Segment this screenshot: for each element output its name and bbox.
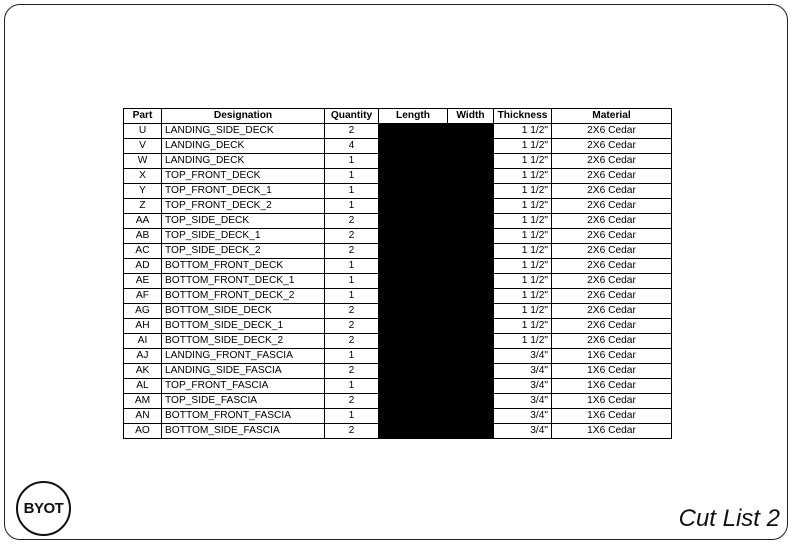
- header-thickness: Thickness: [494, 109, 552, 124]
- header-material: Material: [552, 109, 672, 124]
- part-cell: AD: [124, 259, 162, 274]
- quantity-cell: 2: [325, 364, 379, 379]
- material-cell: 2X6 Cedar: [552, 169, 672, 184]
- material-cell: 2X6 Cedar: [552, 244, 672, 259]
- table-row: [124, 274, 672, 289]
- thickness-cell: 3/4": [494, 349, 552, 364]
- material-cell: 2X6 Cedar: [552, 334, 672, 349]
- thickness-cell: 3/4": [494, 424, 552, 439]
- table-row: [124, 154, 672, 169]
- material-cell: 2X6 Cedar: [552, 124, 672, 139]
- material-cell: 2X6 Cedar: [552, 304, 672, 319]
- part-cell: AH: [124, 319, 162, 334]
- part-cell: AJ: [124, 349, 162, 364]
- width-cell-redacted: [448, 229, 494, 244]
- byot-logo: [16, 481, 71, 536]
- thickness-cell: 1 1/2": [494, 169, 552, 184]
- cut-list-table: [123, 108, 672, 439]
- quantity-cell: 2: [325, 424, 379, 439]
- length-cell-redacted: [379, 139, 448, 154]
- designation-cell: TOP_SIDE_DECK_1: [162, 229, 325, 244]
- part-cell: Z: [124, 199, 162, 214]
- length-cell-redacted: [379, 424, 448, 439]
- material-cell: 2X6 Cedar: [552, 229, 672, 244]
- quantity-cell: 1: [325, 259, 379, 274]
- length-cell-redacted: [379, 199, 448, 214]
- part-cell: Y: [124, 184, 162, 199]
- material-cell: 1X6 Cedar: [552, 409, 672, 424]
- length-cell-redacted: [379, 334, 448, 349]
- length-cell-redacted: [379, 184, 448, 199]
- quantity-cell: 2: [325, 124, 379, 139]
- width-cell-redacted: [448, 184, 494, 199]
- table-row: [124, 229, 672, 244]
- width-cell-redacted: [448, 244, 494, 259]
- part-cell: AE: [124, 274, 162, 289]
- thickness-cell: 1 1/2": [494, 139, 552, 154]
- part-cell: V: [124, 139, 162, 154]
- designation-cell: BOTTOM_FRONT_DECK_1: [162, 274, 325, 289]
- page-title: Cut List 2: [678, 505, 780, 532]
- part-cell: AC: [124, 244, 162, 259]
- designation-cell: TOP_SIDE_DECK: [162, 214, 325, 229]
- width-cell-redacted: [448, 364, 494, 379]
- table-row: [124, 409, 672, 424]
- width-cell-redacted: [448, 214, 494, 229]
- table-row: [124, 139, 672, 154]
- material-cell: 1X6 Cedar: [552, 424, 672, 439]
- header-width: Width: [448, 109, 494, 124]
- part-cell: AA: [124, 214, 162, 229]
- table-row: [124, 289, 672, 304]
- width-cell-redacted: [448, 349, 494, 364]
- part-cell: AL: [124, 379, 162, 394]
- thickness-cell: 1 1/2": [494, 199, 552, 214]
- table-row: [124, 379, 672, 394]
- quantity-cell: 1: [325, 379, 379, 394]
- length-cell-redacted: [379, 364, 448, 379]
- material-cell: 2X6 Cedar: [552, 214, 672, 229]
- width-cell-redacted: [448, 424, 494, 439]
- quantity-cell: 2: [325, 334, 379, 349]
- thickness-cell: 3/4": [494, 364, 552, 379]
- designation-cell: BOTTOM_SIDE_FASCIA: [162, 424, 325, 439]
- designation-cell: BOTTOM_SIDE_DECK_1: [162, 319, 325, 334]
- width-cell-redacted: [448, 199, 494, 214]
- thickness-cell: 1 1/2": [494, 214, 552, 229]
- part-cell: AG: [124, 304, 162, 319]
- width-cell-redacted: [448, 274, 494, 289]
- designation-cell: TOP_FRONT_FASCIA: [162, 379, 325, 394]
- thickness-cell: 3/4": [494, 394, 552, 409]
- header-part: Part: [124, 109, 162, 124]
- quantity-cell: 1: [325, 409, 379, 424]
- length-cell-redacted: [379, 379, 448, 394]
- table-row: [124, 259, 672, 274]
- designation-cell: TOP_FRONT_DECK_2: [162, 199, 325, 214]
- table-row: [124, 184, 672, 199]
- material-cell: 2X6 Cedar: [552, 289, 672, 304]
- quantity-cell: 1: [325, 274, 379, 289]
- quantity-cell: 2: [325, 229, 379, 244]
- width-cell-redacted: [448, 409, 494, 424]
- part-cell: AB: [124, 229, 162, 244]
- logo-text: BYOT: [23, 500, 64, 517]
- quantity-cell: 1: [325, 289, 379, 304]
- width-cell-redacted: [448, 259, 494, 274]
- quantity-cell: 2: [325, 319, 379, 334]
- table-row: [124, 124, 672, 139]
- designation-cell: LANDING_DECK: [162, 154, 325, 169]
- width-cell-redacted: [448, 124, 494, 139]
- quantity-cell: 1: [325, 199, 379, 214]
- table-row: [124, 394, 672, 409]
- designation-cell: LANDING_FRONT_FASCIA: [162, 349, 325, 364]
- part-cell: AO: [124, 424, 162, 439]
- table-row: [124, 304, 672, 319]
- designation-cell: TOP_SIDE_FASCIA: [162, 394, 325, 409]
- length-cell-redacted: [379, 154, 448, 169]
- width-cell-redacted: [448, 319, 494, 334]
- width-cell-redacted: [448, 379, 494, 394]
- quantity-cell: 1: [325, 349, 379, 364]
- part-cell: AK: [124, 364, 162, 379]
- table-row: [124, 199, 672, 214]
- designation-cell: TOP_FRONT_DECK: [162, 169, 325, 184]
- length-cell-redacted: [379, 349, 448, 364]
- quantity-cell: 1: [325, 184, 379, 199]
- table-row: [124, 244, 672, 259]
- material-cell: 2X6 Cedar: [552, 259, 672, 274]
- thickness-cell: 1 1/2": [494, 229, 552, 244]
- length-cell-redacted: [379, 259, 448, 274]
- width-cell-redacted: [448, 154, 494, 169]
- width-cell-redacted: [448, 139, 494, 154]
- part-cell: AM: [124, 394, 162, 409]
- material-cell: 1X6 Cedar: [552, 379, 672, 394]
- thickness-cell: 1 1/2": [494, 244, 552, 259]
- part-cell: W: [124, 154, 162, 169]
- width-cell-redacted: [448, 394, 494, 409]
- length-cell-redacted: [379, 244, 448, 259]
- designation-cell: LANDING_SIDE_FASCIA: [162, 364, 325, 379]
- quantity-cell: 2: [325, 244, 379, 259]
- thickness-cell: 1 1/2": [494, 259, 552, 274]
- length-cell-redacted: [379, 304, 448, 319]
- thickness-cell: 3/4": [494, 409, 552, 424]
- width-cell-redacted: [448, 169, 494, 184]
- designation-cell: TOP_SIDE_DECK_2: [162, 244, 325, 259]
- table-row: [124, 169, 672, 184]
- length-cell-redacted: [379, 319, 448, 334]
- designation-cell: BOTTOM_FRONT_DECK: [162, 259, 325, 274]
- designation-cell: BOTTOM_FRONT_DECK_2: [162, 289, 325, 304]
- thickness-cell: 1 1/2": [494, 304, 552, 319]
- material-cell: 2X6 Cedar: [552, 154, 672, 169]
- part-cell: X: [124, 169, 162, 184]
- part-cell: AN: [124, 409, 162, 424]
- quantity-cell: 2: [325, 304, 379, 319]
- header-designation: Designation: [162, 109, 325, 124]
- thickness-cell: 1 1/2": [494, 334, 552, 349]
- quantity-cell: 4: [325, 139, 379, 154]
- table-row: [124, 319, 672, 334]
- material-cell: 1X6 Cedar: [552, 364, 672, 379]
- designation-cell: LANDING_SIDE_DECK: [162, 124, 325, 139]
- header-length: Length: [379, 109, 448, 124]
- designation-cell: BOTTOM_FRONT_FASCIA: [162, 409, 325, 424]
- width-cell-redacted: [448, 289, 494, 304]
- quantity-cell: 1: [325, 154, 379, 169]
- table-header-row: [124, 109, 672, 124]
- length-cell-redacted: [379, 169, 448, 184]
- designation-cell: BOTTOM_SIDE_DECK_2: [162, 334, 325, 349]
- designation-cell: TOP_FRONT_DECK_1: [162, 184, 325, 199]
- thickness-cell: 3/4": [494, 379, 552, 394]
- length-cell-redacted: [379, 229, 448, 244]
- header-quantity: Quantity: [325, 109, 379, 124]
- thickness-cell: 1 1/2": [494, 154, 552, 169]
- table-row: [124, 214, 672, 229]
- material-cell: 2X6 Cedar: [552, 184, 672, 199]
- material-cell: 2X6 Cedar: [552, 139, 672, 154]
- length-cell-redacted: [379, 214, 448, 229]
- material-cell: 2X6 Cedar: [552, 199, 672, 214]
- table-row: [124, 424, 672, 439]
- table-row: [124, 349, 672, 364]
- thickness-cell: 1 1/2": [494, 184, 552, 199]
- length-cell-redacted: [379, 409, 448, 424]
- length-cell-redacted: [379, 289, 448, 304]
- material-cell: 1X6 Cedar: [552, 394, 672, 409]
- material-cell: 1X6 Cedar: [552, 349, 672, 364]
- quantity-cell: 2: [325, 214, 379, 229]
- table-row: [124, 334, 672, 349]
- thickness-cell: 1 1/2": [494, 289, 552, 304]
- designation-cell: BOTTOM_SIDE_DECK: [162, 304, 325, 319]
- thickness-cell: 1 1/2": [494, 319, 552, 334]
- part-cell: AF: [124, 289, 162, 304]
- designation-cell: LANDING_DECK: [162, 139, 325, 154]
- length-cell-redacted: [379, 124, 448, 139]
- width-cell-redacted: [448, 334, 494, 349]
- quantity-cell: 2: [325, 394, 379, 409]
- part-cell: U: [124, 124, 162, 139]
- width-cell-redacted: [448, 304, 494, 319]
- quantity-cell: 1: [325, 169, 379, 184]
- material-cell: 2X6 Cedar: [552, 274, 672, 289]
- thickness-cell: 1 1/2": [494, 274, 552, 289]
- part-cell: AI: [124, 334, 162, 349]
- table-row: [124, 364, 672, 379]
- length-cell-redacted: [379, 274, 448, 289]
- thickness-cell: 1 1/2": [494, 124, 552, 139]
- material-cell: 2X6 Cedar: [552, 319, 672, 334]
- length-cell-redacted: [379, 394, 448, 409]
